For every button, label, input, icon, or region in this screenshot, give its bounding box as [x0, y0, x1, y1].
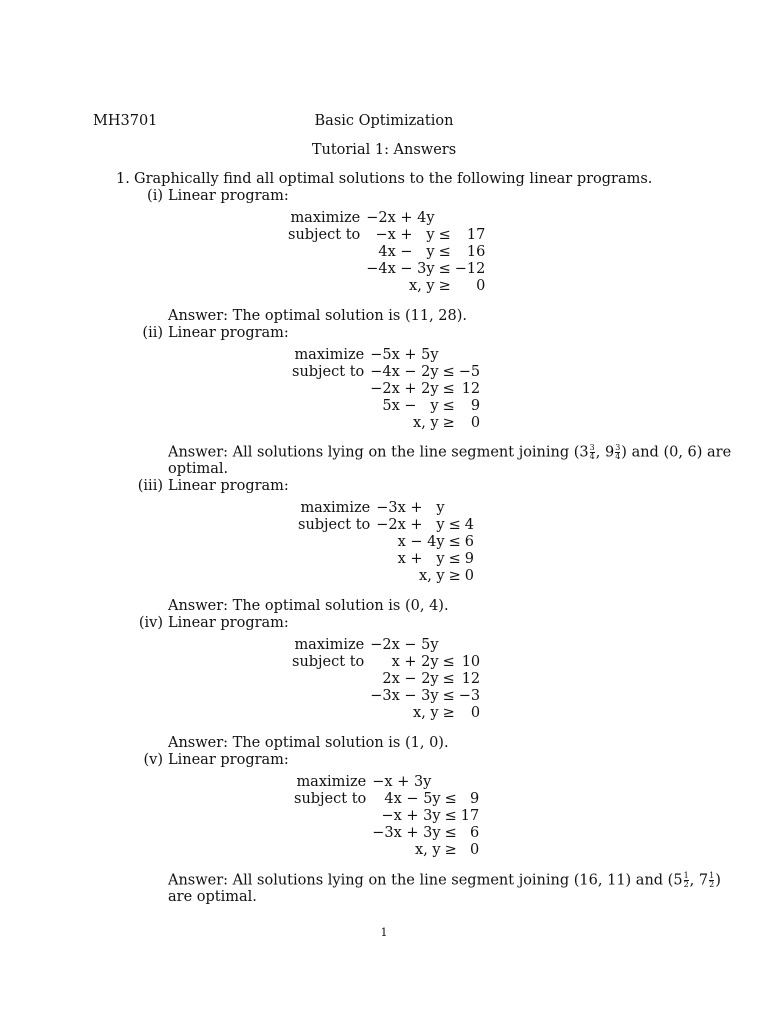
fraction-denominator: 4: [589, 452, 595, 461]
part-title: Linear program:: [168, 188, 289, 204]
answer-text-line2: are optimal.: [168, 889, 257, 905]
constraint-relation: ≤: [448, 534, 461, 550]
constraint-rhs: 0: [464, 568, 474, 584]
constraint-rhs: 6: [469, 825, 480, 841]
maximize-label: maximize: [290, 210, 361, 226]
question-number: 1.: [116, 171, 130, 187]
constraint-row: [294, 808, 479, 825]
fraction-denominator: 2: [683, 880, 689, 889]
constraint-rhs: 4: [464, 517, 474, 533]
part-title: Linear program:: [168, 325, 289, 341]
fraction-numerator: 1: [709, 871, 715, 880]
objective-expression: −3x + y: [376, 500, 445, 516]
constraint-rhs: 16: [466, 244, 486, 260]
answer-text-part: Answer: All solutions lying on the line segment joining (3: [168, 444, 589, 461]
linear-program: [294, 774, 479, 859]
document-title: Basic Optimization: [314, 113, 454, 129]
subject-to-label: subject to: [292, 364, 365, 380]
constraint-lhs: −3x − 3y: [370, 688, 439, 704]
constraint-rhs: 9: [470, 398, 481, 414]
fraction: [615, 444, 620, 461]
fraction-numerator: 3: [615, 443, 621, 452]
constraint-lhs: −2x + 2y: [370, 381, 439, 397]
constraint-lhs: −4x − 3y: [366, 261, 435, 277]
constraint-rhs: 6: [464, 534, 474, 550]
constraint-row: [292, 688, 480, 705]
constraint-lhs: −x + y: [375, 227, 435, 243]
constraint-relation: ≤: [442, 364, 455, 380]
fraction: [590, 444, 595, 461]
part-label: (iv): [138, 615, 163, 631]
constraint-rhs: 9: [469, 791, 480, 807]
constraint-row: [292, 671, 480, 688]
linear-program: [298, 500, 474, 585]
constraint-relation: ≤: [442, 381, 455, 397]
part-label: (i): [147, 188, 163, 204]
constraint-rhs: −5: [458, 364, 481, 380]
constraint-lhs: −2x + y: [376, 517, 445, 533]
answer-text: Answer: The optimal solution is (11, 28).: [168, 308, 468, 324]
maximize-label: maximize: [296, 774, 367, 790]
document-subtitle: Tutorial 1: Answers: [311, 142, 457, 158]
constraint-row: [292, 381, 480, 398]
constraint-lhs: −x + 3y: [381, 808, 441, 824]
maximize-label: maximize: [300, 500, 371, 516]
constraint-lhs: x − 4y: [397, 534, 445, 550]
constraint-row: [292, 364, 480, 381]
maximize-label: maximize: [294, 347, 365, 363]
subject-to-label: subject to: [298, 517, 371, 533]
constraint-rhs: 0: [470, 705, 481, 721]
fraction-denominator: 2: [709, 880, 715, 889]
constraint-relation: ≤: [438, 244, 451, 260]
subject-to-label: subject to: [288, 227, 361, 243]
constraint-lhs: x, y: [415, 842, 441, 858]
constraint-row: [298, 568, 474, 585]
constraint-row: [288, 278, 485, 295]
constraint-rhs: −3: [458, 688, 481, 704]
constraint-relation: ≤: [442, 398, 455, 414]
constraint-relation: ≤: [442, 688, 455, 704]
constraint-relation: ≤: [438, 227, 451, 243]
constraint-rhs: 10: [461, 654, 481, 670]
constraint-rhs: 12: [461, 381, 481, 397]
constraint-relation: ≥: [442, 705, 455, 721]
constraint-rhs: 12: [461, 671, 481, 687]
constraint-rhs: −12: [454, 261, 486, 277]
fraction: [684, 872, 689, 889]
constraint-rhs: 0: [469, 842, 480, 858]
part-title: Linear program:: [168, 615, 289, 631]
constraint-lhs: x, y: [413, 415, 439, 431]
constraint-rhs: 17: [466, 227, 486, 243]
constraint-lhs: 2x − 2y: [382, 671, 439, 687]
constraint-relation: ≤: [438, 261, 451, 277]
linear-program: [288, 210, 485, 295]
constraint-lhs: x, y: [413, 705, 439, 721]
answer-text: [168, 872, 721, 889]
constraint-lhs: 4x − y: [378, 244, 435, 260]
constraint-rhs: 0: [476, 278, 486, 294]
constraint-relation: ≤: [444, 825, 457, 841]
constraint-row: [294, 842, 479, 859]
linear-program: [292, 347, 480, 432]
fraction-denominator: 4: [615, 452, 621, 461]
constraint-relation: ≥: [442, 415, 455, 431]
answer-text: Answer: The optimal solution is (0, 4).: [168, 598, 449, 614]
part-title: Linear program:: [168, 752, 289, 768]
constraint-lhs: 4x − 5y: [384, 791, 441, 807]
objective-expression: −x + 3y: [372, 774, 432, 790]
constraint-lhs: −4x − 2y: [370, 364, 439, 380]
answer-text-part: ) and (0, 6) are: [621, 444, 732, 461]
constraint-row: [298, 517, 474, 534]
constraint-relation: ≥: [438, 278, 451, 294]
constraint-row: [298, 551, 474, 568]
constraint-relation: ≤: [442, 671, 455, 687]
answer-text-part: , 9: [595, 444, 615, 461]
answer-text-part: ): [715, 872, 721, 889]
answer-text-part: , 7: [689, 872, 709, 889]
constraint-relation: ≤: [448, 551, 461, 567]
constraint-relation: ≤: [444, 808, 457, 824]
constraint-row: [294, 791, 479, 808]
objective-expression: −5x + 5y: [370, 347, 439, 363]
objective-expression: −2x − 5y: [370, 637, 439, 653]
fraction-numerator: 1: [683, 871, 689, 880]
constraint-rhs: 17: [460, 808, 480, 824]
constraint-row: [298, 534, 474, 551]
subject-to-label: subject to: [292, 654, 365, 670]
objective-row: [292, 347, 480, 364]
constraint-row: [292, 398, 480, 415]
answer-text-part: Answer: All solutions lying on the line segment joining (16, 11) and (5: [168, 872, 683, 889]
answer-text-line2: optimal.: [168, 461, 229, 477]
part-label: (v): [143, 752, 163, 768]
subject-to-label: subject to: [294, 791, 367, 807]
constraint-row: [288, 227, 485, 244]
constraint-row: [288, 244, 485, 261]
constraint-row: [294, 825, 479, 842]
objective-row: [288, 210, 485, 227]
constraint-row: [292, 415, 480, 432]
maximize-label: maximize: [294, 637, 365, 653]
course-code: MH3701: [93, 113, 158, 129]
answer-text: Answer: The optimal solution is (1, 0).: [168, 735, 449, 751]
constraint-row: [292, 654, 480, 671]
constraint-lhs: −3x + 3y: [372, 825, 441, 841]
constraint-lhs: 5x − y: [382, 398, 439, 414]
constraint-relation: ≤: [442, 654, 455, 670]
constraint-lhs: x, y: [409, 278, 435, 294]
objective-row: [292, 637, 480, 654]
constraint-rhs: 9: [464, 551, 474, 567]
part-label: (ii): [142, 325, 163, 341]
constraint-row: [292, 705, 480, 722]
question-text: Graphically find all optimal solutions to the following linear programs.: [134, 171, 653, 187]
constraint-lhs: x + y: [397, 551, 445, 567]
constraint-relation: ≥: [444, 842, 457, 858]
constraint-lhs: x + 2y: [391, 654, 439, 670]
constraint-rhs: 0: [470, 415, 481, 431]
constraint-relation: ≥: [448, 568, 461, 584]
part-label: (iii): [137, 478, 163, 494]
objective-row: [298, 500, 474, 517]
fraction: [709, 872, 714, 889]
constraint-row: [288, 261, 485, 278]
objective-row: [294, 774, 479, 791]
constraint-relation: ≤: [448, 517, 461, 533]
fraction-numerator: 3: [589, 443, 595, 452]
linear-program: [292, 637, 480, 722]
objective-expression: −2x + 4y: [366, 210, 435, 226]
page-number: 1: [380, 926, 388, 939]
part-title: Linear program:: [168, 478, 289, 494]
constraint-lhs: x, y: [419, 568, 445, 584]
answer-text: [168, 444, 731, 461]
constraint-relation: ≤: [444, 791, 457, 807]
